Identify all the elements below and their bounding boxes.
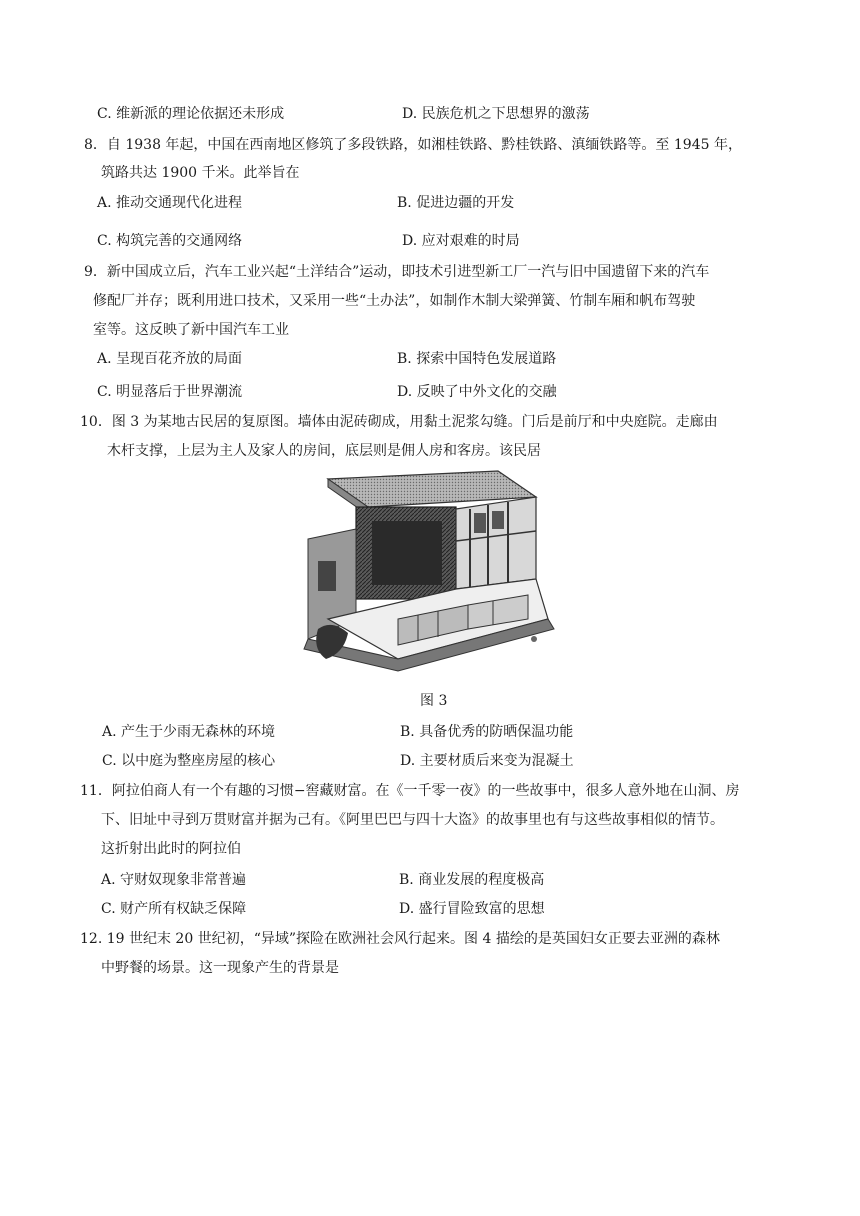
q11-option-a: A. 守财奴现象非常普遍 bbox=[101, 872, 247, 888]
q8-option-d: D. 应对艰难的时局 bbox=[402, 233, 520, 249]
q9-stem-line1: 9．新中国成立后，汽车工业兴起“土洋结合”运动，即技术引进型新工厂一汽与旧中国遗留下来的汽车 bbox=[84, 264, 710, 280]
q11-option-c: C. 财产所有权缺乏保障 bbox=[101, 901, 247, 917]
q10-option-a: A. 产生于少雨无森林的环境 bbox=[102, 724, 276, 740]
q8-stem-line2: 筑路共达 1900 千米。此举旨在 bbox=[101, 165, 300, 181]
q9-option-b: B. 探索中国特色发展道路 bbox=[397, 351, 557, 367]
q10-option-b: B. 具备优秀的防晒保温功能 bbox=[400, 724, 574, 740]
q8-stem-line1: 8．自 1938 年起，中国在西南地区修筑了多段铁路，如湘桂铁路、黔桂铁路、滇缅铁路等。至 1945 年， bbox=[84, 137, 742, 153]
q9-option-d: D. 反映了中外文化的交融 bbox=[397, 384, 557, 400]
q9-stem-line3: 室等。这反映了新中国汽车工业 bbox=[93, 322, 289, 338]
q8-option-a: A. 推动交通现代化进程 bbox=[97, 195, 243, 211]
q7-option-d: D. 民族危机之下思想界的激荡 bbox=[402, 106, 590, 122]
q12-stem-line2: 中野餐的场景。这一现象产生的背景是 bbox=[101, 960, 339, 976]
figure-3-caption: 图 3 bbox=[420, 693, 448, 709]
q9-option-c: C. 明显落后于世界潮流 bbox=[97, 384, 243, 400]
q9-stem-line2: 修配厂并存；既利用进口技术，又采用一些“土办法”，如制作木制大梁弹簧、竹制车厢和帆布驾驶 bbox=[93, 293, 696, 309]
q10-option-d: D. 主要材质后来变为混凝土 bbox=[400, 753, 574, 769]
ancient-dwelling-reconstruction-image bbox=[298, 469, 560, 679]
q10-stem-line2: 木杆支撑，上层为主人及家人的房间，底层则是佣人房和客房。该民居 bbox=[107, 443, 541, 459]
q10-option-c: C. 以中庭为整座房屋的核心 bbox=[102, 753, 276, 769]
q11-option-b: B. 商业发展的程度极高 bbox=[399, 872, 545, 888]
q8-option-c: C. 构筑完善的交通网络 bbox=[97, 233, 243, 249]
q11-stem-line3: 这折射出此时的阿拉伯 bbox=[101, 841, 241, 857]
q12-stem-line1: 12. 19 世纪末 20 世纪初，“异域”探险在欧洲社会风行起来。图 4 描绘的是英国妇女正要去亚洲的森林 bbox=[80, 931, 720, 947]
q10-stem-line1: 10．图 3 为某地古民居的复原图。墙体由泥砖砌成，用黏土泥浆勾缝。门后是前厅和中央庭院。走廊由 bbox=[80, 414, 718, 430]
q9-option-a: A. 呈现百花齐放的局面 bbox=[97, 351, 243, 367]
q11-stem-line2: 下、旧址中寻到万贯财富并据为己有。《阿里巴巴与四十大盗》的故事里也有与这些故事相似的情节。 bbox=[101, 812, 724, 828]
q8-option-b: B. 促进边疆的开发 bbox=[397, 195, 515, 211]
q11-stem-line1: 11．阿拉伯商人有一个有趣的习惯−窖藏财富。在《一千零一夜》的一些故事中，很多人意外地在山洞、房 bbox=[80, 783, 740, 799]
q11-option-d: D. 盛行冒险致富的思想 bbox=[399, 901, 545, 917]
q7-option-c: C. 维新派的理论依据还未形成 bbox=[97, 106, 285, 122]
